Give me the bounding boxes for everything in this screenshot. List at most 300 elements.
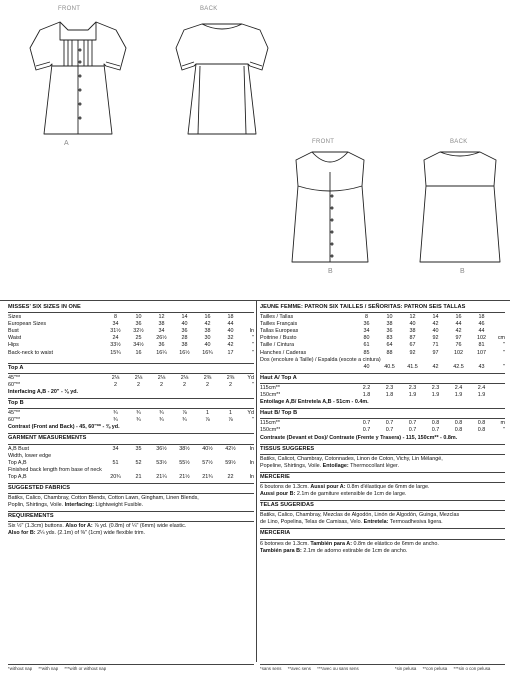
unit-label xyxy=(242,314,254,321)
cell-value: 26½ xyxy=(156,335,167,342)
row-label: Sizes xyxy=(8,314,22,321)
cell-value: ¾ xyxy=(113,417,118,424)
cell-value: 57½ xyxy=(202,459,213,466)
contraste-note: Contraste (Devant et Dos)/ Contraste (Frente y Trasera) - 115, 150cm** - 0.8m. xyxy=(260,434,458,441)
cell-value: 33½ xyxy=(110,342,121,349)
view-a-letter: A xyxy=(64,140,69,147)
cell-value xyxy=(127,467,150,474)
cell-value: 2.4 xyxy=(454,384,463,391)
cell-value: 32½ xyxy=(133,328,144,335)
requirements-title: REQUIREMENTS xyxy=(8,511,254,522)
nap-footnote-fr-es xyxy=(260,664,505,671)
cell-value: 67 xyxy=(409,342,416,349)
telas-text-2: de Lino, Popelina, Telas de Camisas, Velo. Entretela: Termoadhesiva ligera. xyxy=(260,519,443,526)
cell-value: 10 xyxy=(386,314,393,321)
table-row xyxy=(8,335,254,342)
table-row xyxy=(8,350,254,357)
cell-value: 15¾ xyxy=(110,349,121,356)
top-a-front-label: FRONT xyxy=(58,6,81,12)
fabrics-text: Batiks, Calico, Chambray, Cotton Blends, Cotton Lawn, Gingham, Linen Blends, xyxy=(8,495,199,502)
row-label: Width, lower edge xyxy=(8,452,52,459)
illustrations xyxy=(0,0,510,300)
cell-value: 42 xyxy=(432,321,439,328)
unit-label xyxy=(493,328,505,335)
cell-value: 42 xyxy=(227,342,234,349)
haut-a-metrage xyxy=(260,385,505,399)
cell-value xyxy=(196,467,219,474)
cell-value: 38½ xyxy=(179,445,190,452)
cell-value: 16 xyxy=(135,349,142,356)
cell-value xyxy=(219,453,242,460)
footnote-item: *sans sens xyxy=(260,666,282,671)
cell-value: 2 xyxy=(206,381,209,388)
cell-value: 12 xyxy=(158,314,165,321)
row-label: Finished back length from base of neck xyxy=(8,466,102,473)
footnote-item: *without nap xyxy=(8,666,33,671)
cell-value: 2 xyxy=(160,381,163,388)
unit-label: " xyxy=(503,363,505,370)
cell-value xyxy=(127,453,150,460)
cell-value: ¾ xyxy=(182,417,187,424)
footnote-item: **with nap xyxy=(38,666,59,671)
row-label: Poitrine / Busto xyxy=(260,335,297,342)
cell-value: 1.9 xyxy=(477,392,486,399)
row-label: Waist xyxy=(8,335,22,342)
cell-value: 2⅛ xyxy=(134,374,143,381)
cell-value xyxy=(104,467,127,474)
table-row xyxy=(8,417,254,424)
cell-value: 2.2 xyxy=(362,384,371,391)
footnote-item: ***sin o con pelusa xyxy=(453,666,491,671)
cell-value: 34 xyxy=(112,445,119,452)
cell-value: 76 xyxy=(455,342,462,349)
interfacing-note: Interfacing A,B - 20" - ⅛ yd. xyxy=(8,388,79,395)
unit-label xyxy=(242,453,254,460)
table-row xyxy=(8,382,254,389)
cell-value: 2 xyxy=(229,381,232,388)
cell-value: 61 xyxy=(363,342,370,349)
cell-value: 34 xyxy=(112,321,119,328)
requirements-line-2: Also for B: 2¼ yds. (2.1m) of ⅜" (1cm) wide flexible trim. xyxy=(8,530,146,537)
cell-value: 21½ xyxy=(179,473,190,480)
unit-label xyxy=(242,467,254,474)
cell-value: 36 xyxy=(363,321,370,328)
unit-label: " xyxy=(252,349,254,356)
cell-value: 42½ xyxy=(225,445,236,452)
mercerie-line-2: Aussi pour B: 2.1m de garniture extensible de 1cm de large. xyxy=(260,491,407,498)
unit-label: Yd xyxy=(247,410,254,417)
cell-value: ⅞ xyxy=(205,417,210,424)
table-row xyxy=(260,350,505,357)
cell-value: 42.5 xyxy=(453,363,464,370)
merceria-title: MERCERIA xyxy=(260,528,505,539)
top-b-back-label: BACK xyxy=(450,139,468,145)
garment-measurements-title: GARMENT MEASUREMENTS xyxy=(8,433,254,444)
cell-value: 16¾ xyxy=(202,349,213,356)
table-row xyxy=(8,321,254,328)
cell-value: 36 xyxy=(386,328,393,335)
unit-label: cm xyxy=(497,335,505,342)
cell-value: ¾ xyxy=(136,417,141,424)
view-b-front-letter: B xyxy=(328,268,333,275)
table-row xyxy=(8,342,254,349)
size-chart-title: MISSES' SIX SIZES IN ONE xyxy=(8,304,254,313)
cell-value: 41.5 xyxy=(407,363,418,370)
row-label: Top A,B xyxy=(8,459,27,466)
table-row xyxy=(260,328,505,335)
telas-title: TELAS SUGERIDAS xyxy=(260,500,505,511)
size-chart-fr-es xyxy=(260,314,505,371)
haut-a-title: Haut A/ Top A xyxy=(260,373,505,384)
telas-text-1: Batiks, Calico, Chambray, Mezclas de Algodón, Linón de Algodón, Guinga, Mezclas xyxy=(260,512,460,519)
top-a-yardage xyxy=(8,375,254,389)
top-b-front-label: FRONT xyxy=(312,139,335,145)
cell-value: 25 xyxy=(135,335,142,342)
cell-value: 8 xyxy=(365,314,368,321)
mercerie-title: MERCERIE xyxy=(260,472,505,483)
cell-value: 0.7 xyxy=(431,427,440,434)
cell-value xyxy=(450,357,473,364)
cell-value: 35 xyxy=(135,445,142,452)
row-label: European Sizes xyxy=(8,321,47,328)
cell-value: 30 xyxy=(204,335,211,342)
cell-value: 1.9 xyxy=(431,392,440,399)
row-label: Tailles / Tallas xyxy=(260,314,294,321)
french-spanish-column xyxy=(260,304,505,555)
unit-label: " xyxy=(252,381,254,388)
cell-value: 14 xyxy=(432,314,439,321)
cell-value: 44 xyxy=(478,328,485,335)
cell-value: 97 xyxy=(432,349,439,356)
footnote-item: **con pelusa xyxy=(422,666,448,671)
cell-value: 2⅜ xyxy=(203,374,212,381)
cell-value: 102 xyxy=(454,349,463,356)
unit-label: " xyxy=(252,342,254,349)
cell-value: 81 xyxy=(478,342,485,349)
top-b-title: Top B xyxy=(8,398,254,409)
cell-value: 8 xyxy=(114,314,117,321)
table-row xyxy=(260,335,505,342)
cell-value: 42 xyxy=(455,328,462,335)
cell-value: 2⅛ xyxy=(180,374,189,381)
cell-value: 42 xyxy=(432,363,439,370)
cell-value: 97 xyxy=(455,335,462,342)
footnote-item: **avec sens xyxy=(287,666,311,671)
garment-drawings xyxy=(0,0,510,300)
cell-value: 87 xyxy=(409,335,416,342)
unit-label: m xyxy=(500,420,505,427)
cell-value: 107 xyxy=(477,349,486,356)
contrast-note: Contrast (Front and Back) - 45, 60"** - ⅜ yd. xyxy=(8,424,120,431)
cell-value: 40 xyxy=(204,342,211,349)
cell-value: 2⅜ xyxy=(226,374,235,381)
row-label: Hips xyxy=(8,342,19,349)
tissus-title: TISSUS SUGGERES xyxy=(260,444,505,455)
cell-value: 36 xyxy=(135,321,142,328)
cell-value: 21¼ xyxy=(156,473,167,480)
cell-value xyxy=(150,467,173,474)
cell-value: 1.9 xyxy=(454,392,463,399)
cell-value: 1.8 xyxy=(362,392,371,399)
unit-label: " xyxy=(503,342,505,349)
unit-label: " xyxy=(252,335,254,342)
cell-value: 40 xyxy=(363,363,370,370)
cell-value: 92 xyxy=(409,349,416,356)
cell-value: 2.4 xyxy=(477,384,486,391)
table-row xyxy=(260,321,505,328)
table-row xyxy=(8,474,254,481)
column-divider xyxy=(256,300,257,662)
cell-value xyxy=(381,357,404,364)
table-row xyxy=(8,375,254,382)
unit-label xyxy=(493,321,505,328)
cell-value: 83 xyxy=(386,335,393,342)
haut-b-metrage xyxy=(260,420,505,434)
cell-value: 21 xyxy=(135,473,142,480)
row-label: 60"** xyxy=(8,381,21,388)
row-label: Top A,B xyxy=(8,473,27,480)
section-divider xyxy=(0,300,510,301)
cell-value: ¾ xyxy=(159,417,164,424)
cell-value: 0.7 xyxy=(362,427,371,434)
unit-label xyxy=(493,314,505,321)
cell-value: 38 xyxy=(158,321,165,328)
cell-value: 40 xyxy=(227,328,234,335)
cell-value: 2.3 xyxy=(431,384,440,391)
table-row xyxy=(8,460,254,467)
cell-value xyxy=(150,453,173,460)
cell-value: 44 xyxy=(227,321,234,328)
unit-label xyxy=(493,385,505,392)
cell-value: ¾ xyxy=(159,410,164,417)
row-label: Hanches / Caderas xyxy=(260,349,307,356)
cell-value: 44 xyxy=(455,321,462,328)
cell-value: 1.9 xyxy=(408,392,417,399)
cell-value: ⅞ xyxy=(182,410,187,417)
cell-value: 102 xyxy=(477,335,486,342)
cell-value: 34 xyxy=(158,328,165,335)
row-label: A,B Bust xyxy=(8,445,29,452)
cell-value: 38 xyxy=(204,328,211,335)
cell-value: 85 xyxy=(363,349,370,356)
cell-value xyxy=(427,357,450,364)
cell-value: 0.8 xyxy=(454,427,463,434)
fabrics-text-2: Poplin, Shirtings, Voile. Interfacing: Lightweight Fusible. xyxy=(8,502,144,509)
cell-value xyxy=(104,453,127,460)
unit-label: " xyxy=(503,349,505,356)
row-label: Tallas Europeas xyxy=(260,328,299,335)
cell-value: 0.8 xyxy=(431,420,440,427)
cell-value: 92 xyxy=(432,335,439,342)
cell-value xyxy=(404,357,427,364)
cell-value: 18 xyxy=(227,314,234,321)
size-chart-title-fr-es: JEUNE FEMME: PATRON SIX TAILLES / SEÑORITAS: PATRON SEIS TALLAS xyxy=(260,304,505,313)
tissus-text-2: Popeline, Shirtings, Voile. Entoilage: Thermocollant léger. xyxy=(260,462,399,469)
top-a-back-drawing xyxy=(176,24,268,134)
cell-value: 64 xyxy=(386,342,393,349)
cell-value: 1 xyxy=(229,410,232,417)
row-label: 150cm** xyxy=(260,392,281,399)
cell-value: 20¾ xyxy=(110,473,121,480)
top-a-title: Top A xyxy=(8,363,254,374)
cell-value xyxy=(173,453,196,460)
cell-value: 2 xyxy=(137,381,140,388)
cell-value: 16½ xyxy=(179,349,190,356)
top-b-front-drawing xyxy=(292,152,368,262)
cell-value xyxy=(473,357,496,364)
nap-footnote xyxy=(8,664,254,671)
cell-value: 38 xyxy=(181,342,188,349)
tissus-text-1: Batiks, Calicot, Chambray, Cotonnades, Linon de Coton, Vichy, Lin Mélangé, xyxy=(260,455,443,462)
table-row xyxy=(260,392,505,399)
top-b-yardage xyxy=(8,410,254,424)
table-row xyxy=(8,446,254,453)
table-row xyxy=(260,357,505,364)
row-label: Taille / Cintura xyxy=(260,342,295,349)
english-column xyxy=(8,304,254,538)
row-label: 60"** xyxy=(8,417,21,424)
cell-value: 10 xyxy=(135,314,142,321)
footnote-item: ***avec ou sans sens xyxy=(317,666,359,671)
cell-value: 38 xyxy=(386,321,393,328)
table-row xyxy=(8,314,254,321)
table-row xyxy=(260,385,505,392)
cell-value: 17 xyxy=(227,349,234,356)
table-row xyxy=(8,467,254,474)
row-label: Bust xyxy=(8,328,19,335)
row-label: 45"** xyxy=(8,374,21,381)
unit-label: " xyxy=(252,417,254,424)
cell-value: ¾ xyxy=(113,410,118,417)
cell-value: 55½ xyxy=(179,459,190,466)
merceria-line-2: También para B: 2.1m de adorno estirable de 1cm de ancho. xyxy=(260,547,408,554)
requirements-line-1: Six ½" (1.3cm) buttons. Also for A: ⅞ yd. (0.8m) of ¼" (6mm) wide elastic. xyxy=(8,523,187,530)
cell-value: 18 xyxy=(478,314,485,321)
unit-label: " xyxy=(503,427,505,434)
unit-label xyxy=(242,321,254,328)
cell-value: 88 xyxy=(386,349,393,356)
table-row xyxy=(260,342,505,349)
cell-value: 2⅛ xyxy=(157,374,166,381)
cell-value: 0.7 xyxy=(362,420,371,427)
cell-value: 12 xyxy=(409,314,416,321)
cell-value xyxy=(196,453,219,460)
table-row xyxy=(260,420,505,427)
table-row xyxy=(8,453,254,460)
cell-value: 0.8 xyxy=(477,420,486,427)
cell-value: 2.3 xyxy=(385,384,394,391)
unit-label: In xyxy=(249,459,254,466)
merceria-line-1: 6 botones de 1.3cm. También para A: 0.8m de elástico de 6mm de ancho. xyxy=(260,540,439,547)
cell-value: 2.3 xyxy=(408,384,417,391)
cell-value: 42 xyxy=(204,321,211,328)
cell-value: 0.8 xyxy=(477,427,486,434)
table-row xyxy=(8,410,254,417)
unit-label: In xyxy=(249,445,254,452)
table-row xyxy=(260,427,505,434)
view-b-back-letter: B xyxy=(460,268,465,275)
unit-label: In xyxy=(249,328,254,335)
cell-value: 22 xyxy=(227,473,234,480)
row-label: Tailles Français xyxy=(260,321,298,328)
row-label: 150cm** xyxy=(260,427,281,434)
cell-value: 1 xyxy=(206,410,209,417)
cell-value: 2⅛ xyxy=(111,374,120,381)
cell-value: 38 xyxy=(409,328,416,335)
cell-value: 40 xyxy=(409,321,416,328)
cell-value: ¾ xyxy=(136,410,141,417)
cell-value: 1.8 xyxy=(385,392,394,399)
footnote-item: *sin pelusa xyxy=(394,666,417,671)
unit-label: Yd xyxy=(247,374,254,381)
cell-value: 16¼ xyxy=(156,349,167,356)
cell-value: 40½ xyxy=(202,445,213,452)
top-a-back-label: BACK xyxy=(200,6,218,12)
cell-value: 0.7 xyxy=(408,420,417,427)
cell-value: 0.7 xyxy=(385,427,394,434)
cell-value: 53½ xyxy=(156,459,167,466)
table-row xyxy=(8,328,254,335)
cell-value: 51 xyxy=(112,459,119,466)
haut-b-title: Haut B/ Top B xyxy=(260,408,505,419)
size-chart xyxy=(8,314,254,357)
cell-value xyxy=(496,357,510,364)
cell-value: 2 xyxy=(114,381,117,388)
top-b-back-drawing xyxy=(420,152,500,262)
cell-value: 0.7 xyxy=(408,427,417,434)
cell-value: 36 xyxy=(158,342,165,349)
entoilage-note: Entoilage A,B/ Entretela A,B - 51cm - 0.4m. xyxy=(260,399,369,406)
cell-value: 0.8 xyxy=(454,420,463,427)
cell-value xyxy=(173,467,196,474)
cell-value: 16 xyxy=(455,314,462,321)
table-row xyxy=(260,364,505,371)
cell-value xyxy=(219,467,242,474)
cell-value: 46 xyxy=(478,321,485,328)
row-label: 115cm** xyxy=(260,384,280,391)
cell-value: 59½ xyxy=(225,459,236,466)
cell-value: 31½ xyxy=(110,328,121,335)
cell-value: 24 xyxy=(112,335,119,342)
row-label: Dos (encolure à Taille) / Espalda (escote a cintura) xyxy=(260,356,381,363)
unit-label: In xyxy=(249,473,254,480)
cell-value: 71 xyxy=(432,342,439,349)
footnote-item: ***with or without nap xyxy=(64,666,107,671)
row-label: 45"** xyxy=(8,410,21,417)
cell-value: 36 xyxy=(181,328,188,335)
row-label: 115cm** xyxy=(260,420,280,427)
suggested-fabrics-title: SUGGESTED FABRICS xyxy=(8,483,254,494)
cell-value: 0.7 xyxy=(385,420,394,427)
cell-value: ⅞ xyxy=(228,417,233,424)
cell-value: 14 xyxy=(181,314,188,321)
mercerie-line-1: 6 boutons de 1.3cm. Aussi pour A: 0.8m d'élastique de 6mm de large. xyxy=(260,483,430,490)
cell-value: 36½ xyxy=(156,445,167,452)
cell-value: 32 xyxy=(227,335,234,342)
cell-value: 34 xyxy=(363,328,370,335)
top-a-front-drawing xyxy=(30,22,126,134)
cell-value: 28 xyxy=(181,335,188,342)
table-row xyxy=(260,314,505,321)
garment-measurements xyxy=(8,446,254,481)
cell-value: 40.5 xyxy=(384,363,395,370)
cell-value: 2 xyxy=(183,381,186,388)
cell-value: 43 xyxy=(478,363,485,370)
cell-value: 16 xyxy=(204,314,211,321)
row-label: Back-neck to waist xyxy=(8,349,53,356)
cell-value: 52 xyxy=(135,459,142,466)
cell-value: 80 xyxy=(363,335,370,342)
